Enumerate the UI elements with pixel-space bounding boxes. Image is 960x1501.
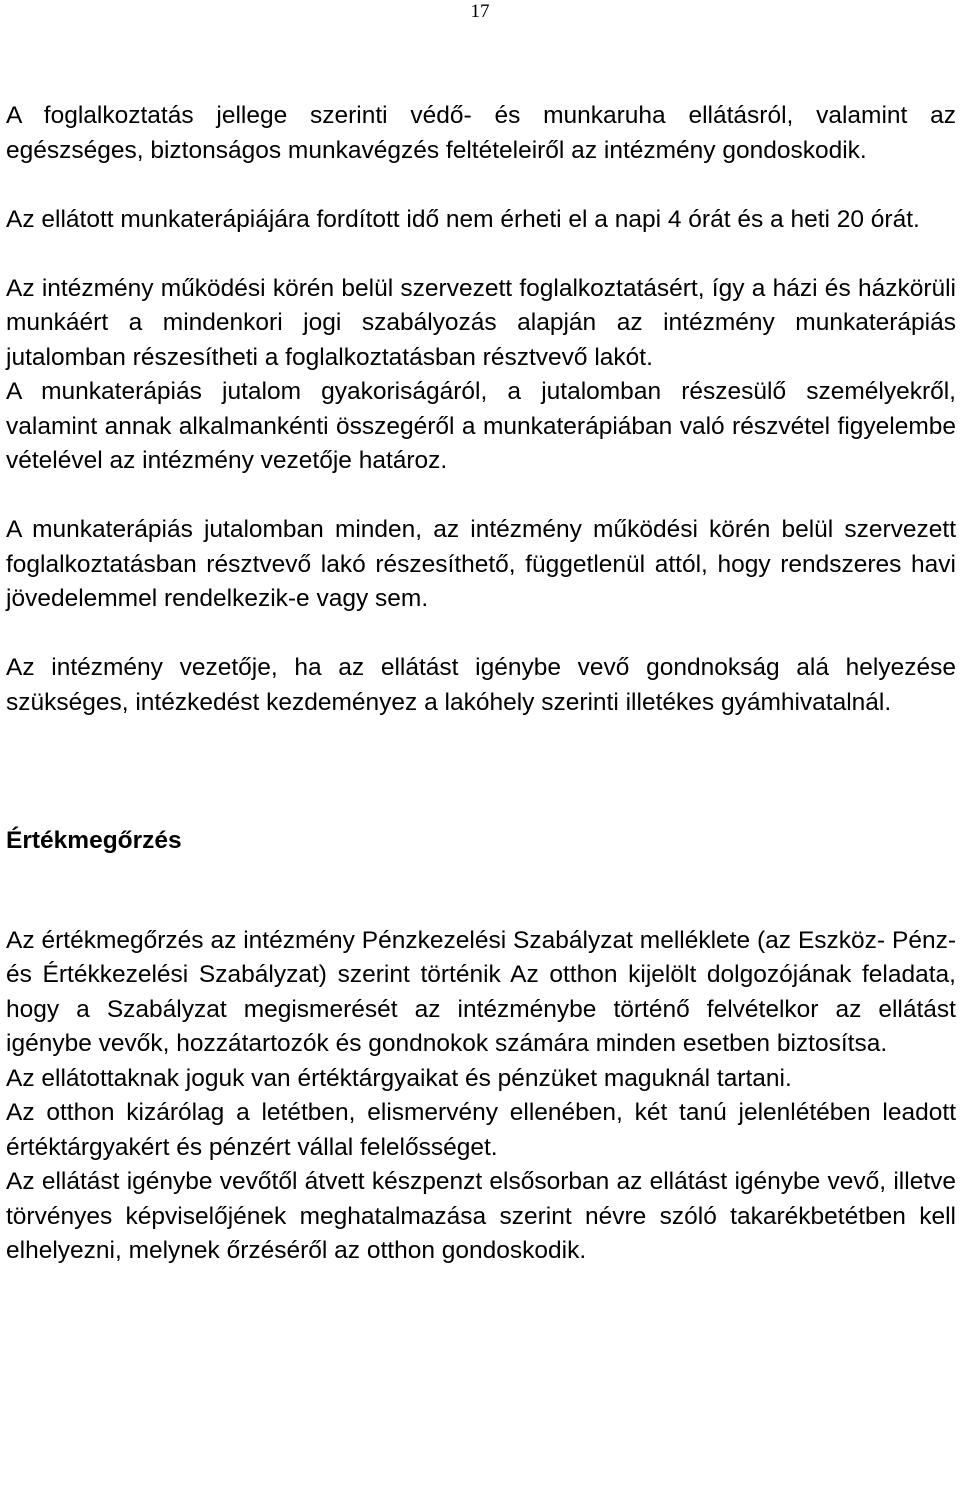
paragraph-reward-frequency: A munkaterápiás jutalom gyakoriságáról, a jutalomban részesülő személyekről, valamint annak alkalmankénti összegéről a munkaterápiában való részvétel figyelembe vételével az intézmény vezetője határoz. — [6, 378, 956, 474]
spacer — [6, 237, 956, 272]
paragraph-cash-savings: Az ellátást igénybe vevőtől átvett készpenzt elsősorban az ellátást igénybe vevő, illetve törvényes képviselőjének meghatalmazása szerint névre szóló takarékbetétben kell elhelyezni, melynek őrzéséről az otthon gondoskodik. — [6, 1168, 956, 1264]
spacer — [6, 720, 956, 755]
page-number: 17 — [470, 1, 490, 22]
spacer — [6, 858, 956, 893]
spacer — [6, 617, 956, 652]
spacer — [6, 893, 956, 924]
paragraph-protective-clothing: A foglalkoztatás jellege szerinti védő- és munkaruha ellátásról, valamint az egészséges, biztonságos munkavégzés feltételeiről az intézmény gondoskodik. — [6, 102, 956, 164]
paragraph-reward-eligibility: A munkaterápiás jutalomban minden, az intézmény működési körén belül szervezett foglalkoztatásban résztvevő lakó részesíthető, függetlenül attól, hogy rendszeres havi jövedelemmel rendelkezik-e vagy sem. — [6, 516, 956, 612]
spacer — [6, 789, 956, 824]
paragraph-valuables-right: Az ellátottaknak joguk van értéktárgyaikat és pénzüket maguknál tartani. — [6, 1064, 792, 1092]
paragraph-therapy-reward: Az intézmény működési körén belül szervezett foglalkoztatásért, így a házi és házkörüli munkáért a mindenkori jogi szabályozás alapján az intézmény munkaterápiás jutalomban részesítheti a foglalkoztatásban résztvevő lakót. — [6, 274, 956, 371]
paragraph-valuables-rules: Az értékmegőrzés az intézmény Pénzkezelési Szabályzat melléklete (az Eszköz- Pénz- és Értékkezelési Szabályzat) szerint történik Az otthon kijelölt dolgozójának feladata, hogy a Szabályzat megismerését az intézménybe történő felvételkor az ellátást igénybe vevők, hozzátartozók és gondnokok számára minden esetben biztosítsa. — [6, 926, 956, 1057]
paragraph-guardianship: Az intézmény vezetője, ha az ellátást igénybe vevő gondnokság alá helyezése szükséges, intézkedést kezdeményez a lakóhely szerinti illetékes gyámhivatalnál. — [6, 654, 956, 716]
paragraph-valuables-deposit: Az otthon kizárólag a letétben, elismervény ellenében, két tanú jelenlétében leadott értéktárgyakért és pénzért vállal felelősséget. — [6, 1099, 956, 1161]
document-body — [6, 99, 956, 1269]
section-heading: Értékmegőrzés — [6, 826, 182, 854]
spacer — [6, 168, 956, 203]
spacer — [6, 479, 956, 514]
paragraph-therapy-hours: Az ellátott munkaterápiájára fordított idő nem érheti el a napi 4 órát és a heti 20 órát. — [6, 205, 920, 233]
spacer — [6, 755, 956, 790]
